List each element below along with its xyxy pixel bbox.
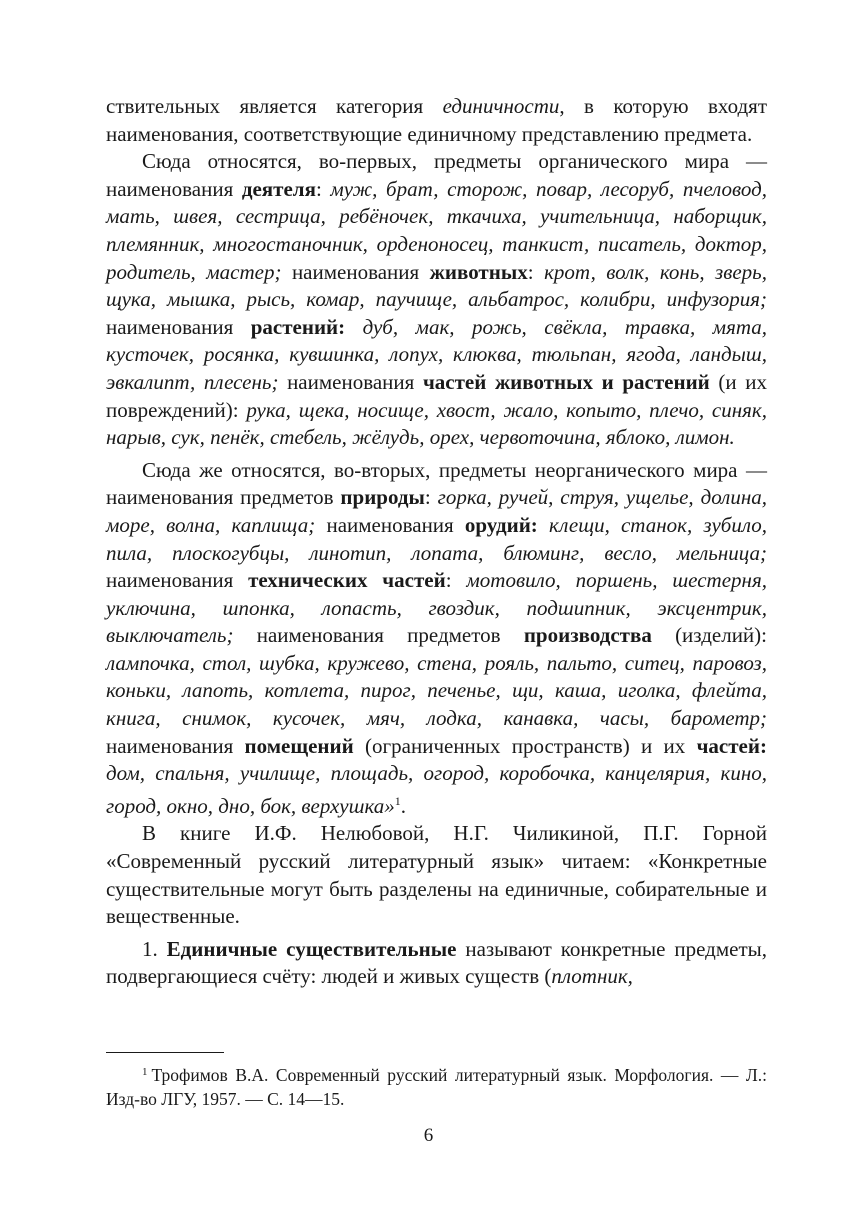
text-run: : <box>527 259 545 284</box>
italic-term: крот, волк, конь, зверь, щука, мышка, рысь, комар, паучище, альбатрос, колибри, инфузория; <box>106 259 767 312</box>
bold-term: технических частей <box>248 568 446 593</box>
bold-term: растений: <box>250 314 346 339</box>
bold-term: орудий: <box>464 512 538 537</box>
text-run: В книге И.Ф. Нелюбовой, Н.Г. Чиликиной, П.Г. Горной «Современный русский литературный язык» читаем: «Конкретные существительные могут быть разделены на единичные, собирательные и вещественные. <box>106 821 767 929</box>
paragraph-5 <box>106 936 767 991</box>
main-text <box>106 93 767 991</box>
text-run: : <box>424 485 438 510</box>
footnote-text: Трофимов В.А. Современный русский литературный язык. Морфология. — Л.: Изд-во ЛГУ, 1957. — С. 14—15. <box>106 1065 767 1109</box>
bold-term: производства <box>523 623 652 648</box>
text-run: : <box>315 176 331 201</box>
italic-term: муж, брат, сторож, повар, лесоруб, пчеловод, мать, швея, сестрица, ребёночек, ткачиха, учительница, наборщик, племянник, многостаночник, орденоносец, танкист, писатель, доктор, родитель, мастер; <box>106 176 767 284</box>
text-run: (и их повреждений): <box>106 369 768 422</box>
italic-term: клещи, станок, зубило, пила, плоскогубцы, линотип, лопата, блюминг, весло, мельница; <box>106 512 767 565</box>
footnote-reference: 1 <box>394 793 401 808</box>
italic-term: рука, щека, носище, хвост, жало, копыто, плечо, синяк, нарыв, сук, пенёк, стебель, жёлудь, орех, червоточина, яблоко, лимон. <box>106 397 767 450</box>
italic-term: горка, ручей, струя, ущелье, долина, море, волна, каплища; <box>106 485 767 537</box>
text-run: Сюда относятся, во-первых, предметы органического мира — наименования <box>106 149 767 201</box>
text-run: называют конкретные предметы, подвергающиеся счёту: людей и живых существ ( <box>106 936 768 989</box>
text-run: наименования предметов <box>233 623 524 648</box>
bold-term: частей: <box>696 733 767 758</box>
italic-term: лампочка, стол, шубка, кружево, стена, рояль, пальто, ситец, паровоз, коньки, лапоть, котлета, пирог, печенье, щи, каша, иголка, флейта, книга, снимок, кусочек, мяч, лодка, канавка, часы, барометр; <box>106 650 767 731</box>
footnote <box>106 1060 767 1111</box>
text-run: Сюда же относятся, во-вторых, предметы неорганического мира — наименования предметов <box>106 457 767 510</box>
text-run: наименования <box>106 568 249 593</box>
bold-term: животных <box>429 259 528 284</box>
text-run: . <box>400 793 406 818</box>
bold-term: помещений <box>244 733 354 758</box>
italic-term: мотовило, поршень, шестерня, уключина, шпонка, лопасть, гвоздик, подшипник, эксцентрик, выключатель; <box>106 568 767 648</box>
bold-term: деятеля <box>241 176 316 201</box>
bold-term: Единичные существительные <box>166 936 457 961</box>
text-run: наименования <box>281 259 430 284</box>
footnote-divider <box>106 1052 224 1053</box>
text-run: наименования <box>106 314 251 339</box>
paragraph-4 <box>106 820 767 930</box>
italic-term: дом, спальня, училище, площадь, огород, коробочка, канцелярия, кино, город, окно, дно, бок, верхушка» <box>106 761 767 818</box>
italic-term: единичности <box>442 94 560 118</box>
paragraph-1 <box>106 93 767 148</box>
text-run: наименования <box>106 733 245 758</box>
page-number: 6 <box>423 1125 434 1146</box>
italic-term: дуб, мак, рожь, свёкла, травка, мята, кусточек, росянка, кувшинка, лопух, клюква, тюльпан, ягода, ландыш, эвкалипт, плесень; <box>106 314 767 394</box>
text-run: (ограниченных пространств) и их <box>353 733 697 758</box>
text-run: ствительных является категория <box>106 94 443 118</box>
text-run <box>345 315 362 339</box>
text-run: , в которую входят наименования, соответствующие единичному представлению предмета. <box>106 94 768 146</box>
text-run <box>538 513 549 537</box>
text-run: наименования <box>278 369 423 394</box>
paragraph-2 <box>106 148 767 452</box>
text-run: : <box>445 568 467 593</box>
paragraph-3 <box>106 457 767 821</box>
bold-term: частей животных и растений <box>422 369 710 394</box>
text-run: (изделий): <box>651 623 767 648</box>
italic-term: плотник, <box>551 964 633 989</box>
bold-term: природы <box>340 485 425 510</box>
text-run: 1. <box>142 936 167 961</box>
text-run: наименования <box>315 512 465 537</box>
footnote-mark: 1 <box>142 1066 148 1078</box>
